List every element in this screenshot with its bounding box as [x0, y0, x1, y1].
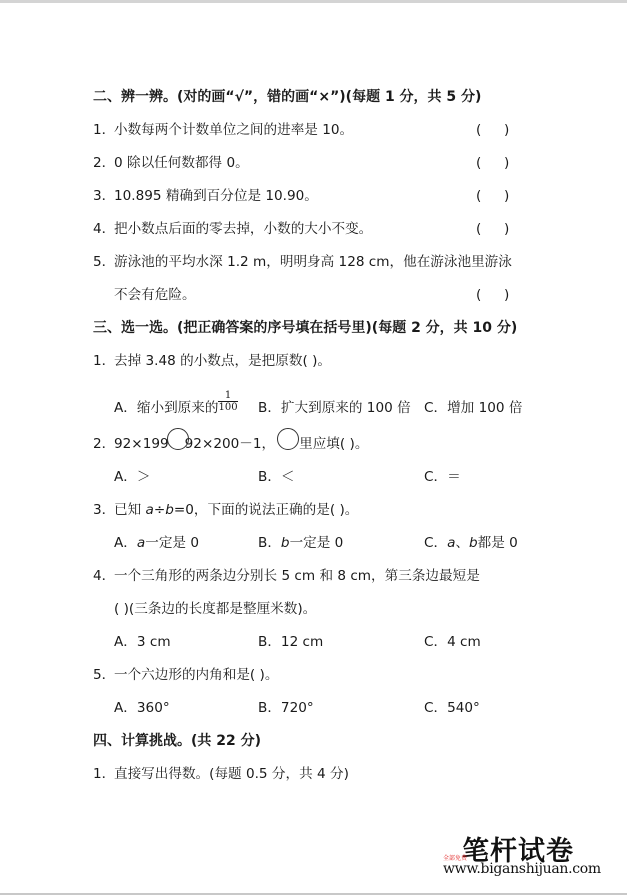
option-text: 一定是 0: [289, 535, 344, 551]
s3-q5-option-b[interactable]: B．720°: [258, 700, 314, 716]
s3-q1-option-b[interactable]: B．扩大到原来的 100 倍: [258, 400, 411, 416]
s3-question-3: [93, 500, 358, 520]
s3-question-4-cont: ( )(三条边的长度都是整厘米数)。: [114, 601, 317, 617]
watermark-brand-logo: 笔杆试卷: [462, 836, 574, 867]
s2-question-4: [93, 219, 372, 239]
s4-question-1: [93, 764, 349, 784]
s3-q5-option-a[interactable]: A．360°: [114, 700, 170, 716]
s3-q3-option-a[interactable]: [114, 533, 199, 553]
option-text: 都是 0: [477, 535, 518, 551]
circle-blank-icon[interactable]: [167, 428, 189, 450]
question-text: 92×199: [114, 436, 169, 452]
s2-question-5-cont: 不会有危险。: [114, 287, 196, 303]
question-text: 直接写出得数。(每题 0.5 分，共 4 分): [114, 766, 349, 782]
variable-b: b: [280, 535, 290, 551]
section2-title: 二、辨一辨。(对的画“√”，错的画“×”)(每题 1 分，共 5 分): [93, 89, 482, 105]
operator: ÷: [153, 502, 166, 518]
circle-icon: [277, 428, 299, 450]
s2-answer-blank-3[interactable]: ( ): [476, 188, 510, 204]
question-number: 1．: [93, 122, 116, 138]
s2-question-2: [93, 153, 249, 173]
question-number: 5．: [93, 254, 116, 270]
s3-q2-option-a[interactable]: A．＞: [114, 469, 151, 485]
s3-q3-option-c[interactable]: [424, 533, 518, 553]
question-text: 游泳池的平均水深 1.2 m，明明身高 128 cm，他在游泳池里游泳: [114, 254, 512, 270]
page-top-border: [0, 0, 627, 3]
s2-question-5: [93, 252, 512, 272]
fraction: [218, 390, 237, 413]
fraction-denominator: 100: [218, 401, 238, 413]
s3-question-1: [93, 351, 331, 371]
section4-title: 四、计算挑战。(共 22 分): [93, 733, 262, 749]
s3-q2-option-c[interactable]: C．＝: [424, 469, 461, 485]
variable-a: a: [145, 502, 154, 518]
s3-question-5: [93, 665, 278, 685]
section3-title: 三、选一选。(把正确答案的序号填在括号里)(每题 2 分，共 10 分): [93, 320, 518, 336]
question-number: 2．: [93, 436, 116, 452]
question-number: 1．: [93, 353, 116, 369]
s2-answer-blank-2[interactable]: ( ): [476, 155, 510, 171]
s3-question-4: [93, 566, 480, 586]
question-text: 一个三角形的两条边分别长 5 cm 和 8 cm，第三条边最短是: [114, 568, 480, 584]
s3-q3-option-b[interactable]: [258, 533, 343, 553]
question-text: 把小数点后面的零去掉，小数的大小不变。: [114, 221, 373, 237]
s2-question-1: [93, 120, 353, 140]
question-number: 3．: [93, 188, 116, 204]
variable-b: b: [469, 535, 478, 551]
question-number: 1．: [93, 766, 116, 782]
question-number: 5．: [93, 667, 116, 683]
separator: 、: [455, 535, 470, 551]
question-number: 3．: [93, 502, 116, 518]
s2-question-3: [93, 186, 318, 206]
s2-answer-blank-4[interactable]: ( ): [476, 221, 510, 237]
variable-b: b: [165, 502, 174, 518]
option-text: 一定是 0: [145, 535, 200, 551]
question-text: 小数每两个计数单位之间的进率是 10。: [114, 122, 354, 138]
question-text: 去掉 3.48 的小数点，是把原数( )。: [114, 353, 331, 369]
option-prefix: C．: [424, 535, 448, 551]
option-prefix: A．: [114, 535, 137, 551]
s3-q5-option-c[interactable]: C．540°: [424, 700, 480, 716]
s3-q1-option-c[interactable]: C．增加 100 倍: [424, 400, 523, 416]
s2-answer-blank-1[interactable]: ( ): [476, 122, 510, 138]
option-text: A．缩小到原来的: [114, 400, 219, 416]
question-number: 2．: [93, 155, 116, 171]
question-text: 92×200－1，: [184, 436, 276, 452]
s2-answer-blank-5[interactable]: ( ): [476, 287, 510, 303]
watermark-tag: 全部免费: [443, 855, 468, 862]
fraction-numerator: 1: [218, 390, 237, 402]
s3-q4-option-b[interactable]: B．12 cm: [258, 634, 324, 650]
question-text: 0 除以任何数都得 0。: [114, 155, 249, 171]
variable-a: a: [447, 535, 456, 551]
s3-question-2: [93, 434, 368, 454]
variable-a: a: [136, 535, 146, 551]
option-prefix: B．: [258, 535, 281, 551]
question-text: 10.895 精确到百分位是 10.90。: [114, 188, 318, 204]
question-text: 一个六边形的内角和是( )。: [114, 667, 279, 683]
s3-q4-option-c[interactable]: C．4 cm: [424, 634, 481, 650]
question-text: =0，下面的说法正确的是( )。: [173, 502, 359, 518]
s3-q2-option-b[interactable]: B．＜: [258, 469, 295, 485]
question-text: 已知: [114, 502, 146, 518]
question-number: 4．: [93, 221, 116, 237]
watermark-url: www.biganshijuan.com: [443, 861, 601, 877]
question-text: 里应填( )。: [299, 436, 369, 452]
question-number: 4．: [93, 568, 116, 584]
s3-q1-option-a[interactable]: [114, 389, 238, 418]
s3-q4-option-a[interactable]: A．3 cm: [114, 634, 171, 650]
